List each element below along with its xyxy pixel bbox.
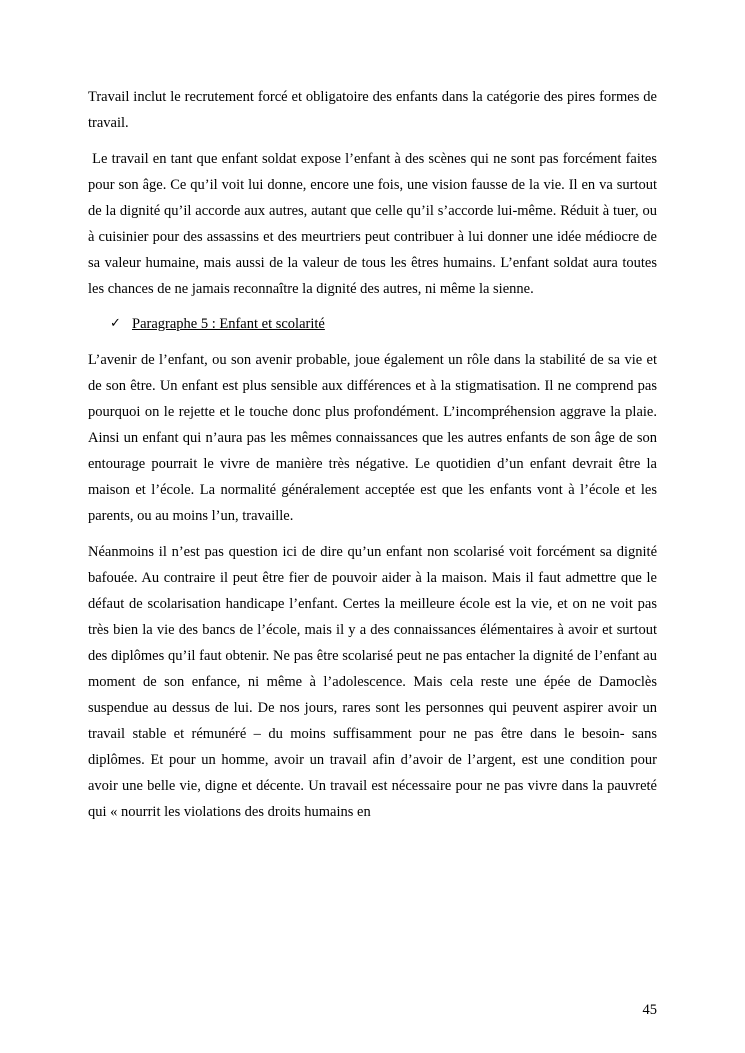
paragraph-child-future: L’avenir de l’enfant, ou son avenir probable, joue également un rôle dans la stabilité de sa vie et de son être. Un enfant est plus sensible aux différences et à la stigmatisation. Il ne comprend pas pourquoi on le rejette et le touche donc plus profondément. L’incompréhension aggrave la plaie. Ainsi un enfant qui n’aura pas les mêmes connaissances que les autres enfants de son âge de son entourage pourrait le vivre de manière très négative. Le quotidien d’un enfant devrait être la maison et l’école. La normalité généralement acceptée est que les enfants vont à l’école et les parents, ou au moins l’un, travaille. bbox=[88, 352, 657, 524]
checkmark-icon: ✓ bbox=[110, 316, 121, 331]
paragraph-recruitment: Travail inclut le recrutement forcé et obligatoire des enfants dans la catégorie des pires formes de travail. bbox=[88, 89, 657, 131]
page-content bbox=[88, 84, 661, 825]
section-heading-text: Paragraphe 5 : Enfant et scolarité bbox=[132, 316, 325, 332]
page-number: 45 bbox=[642, 1002, 657, 1018]
paragraph-schooling: Néanmoins il n’est pas question ici de dire qu’un enfant non scolarisé voit forcément sa dignité bafouée. Au contraire il peut être fier de pouvoir aider à la maison. Mais il faut admettre que le défaut de scolarisation handicape l’enfant. Certes la meilleure école est la vie, et on ne voit pas très bien la vie des bancs de l’école, mais il y a des connaissances élémentaires à avoir et surtout des diplômes qu’il faut obtenir. Ne pas être scolarisé peut ne pas entacher la dignité de l’enfant au moment de son enfance, ni même à l’adolescence. Mais cela reste une épée de Damoclès suspendue au dessus de lui. De nos jours, rares sont les personnes qui peuvent aspirer avoir un travail stable et rémunéré – du moins suffisamment pour ne pas être dans le besoin- sans diplômes. Et pour un homme, avoir un travail afin d’avoir de l’argent, est une condition pour avoir une belle vie, digne et décente. Un travail est nécessaire pour ne pas vivre dans la pauvreté qui « nourrit les violations des droits humains en bbox=[88, 544, 657, 820]
section-heading bbox=[88, 313, 657, 335]
paragraph-child-soldier: Le travail en tant que enfant soldat expose l’enfant à des scènes qui ne sont pas forcément faites pour son âge. Ce qu’il voit lui donne, encore une fois, une vision fausse de la vie. Il en va surtout de la dignité qu’il accorde aux autres, autant que celle qu’il s’accorde lui-même. Réduit à tuer, ou à cuisinier pour des assassins et des meurtriers peut contribuer à lui donner une idée médiocre de sa valeur humaine, mais aussi de la valeur de tous les êtres humains. L’enfant soldat aura toutes les chances de ne jamais reconnaître la dignité des autres, ni même la sienne. bbox=[88, 151, 661, 297]
